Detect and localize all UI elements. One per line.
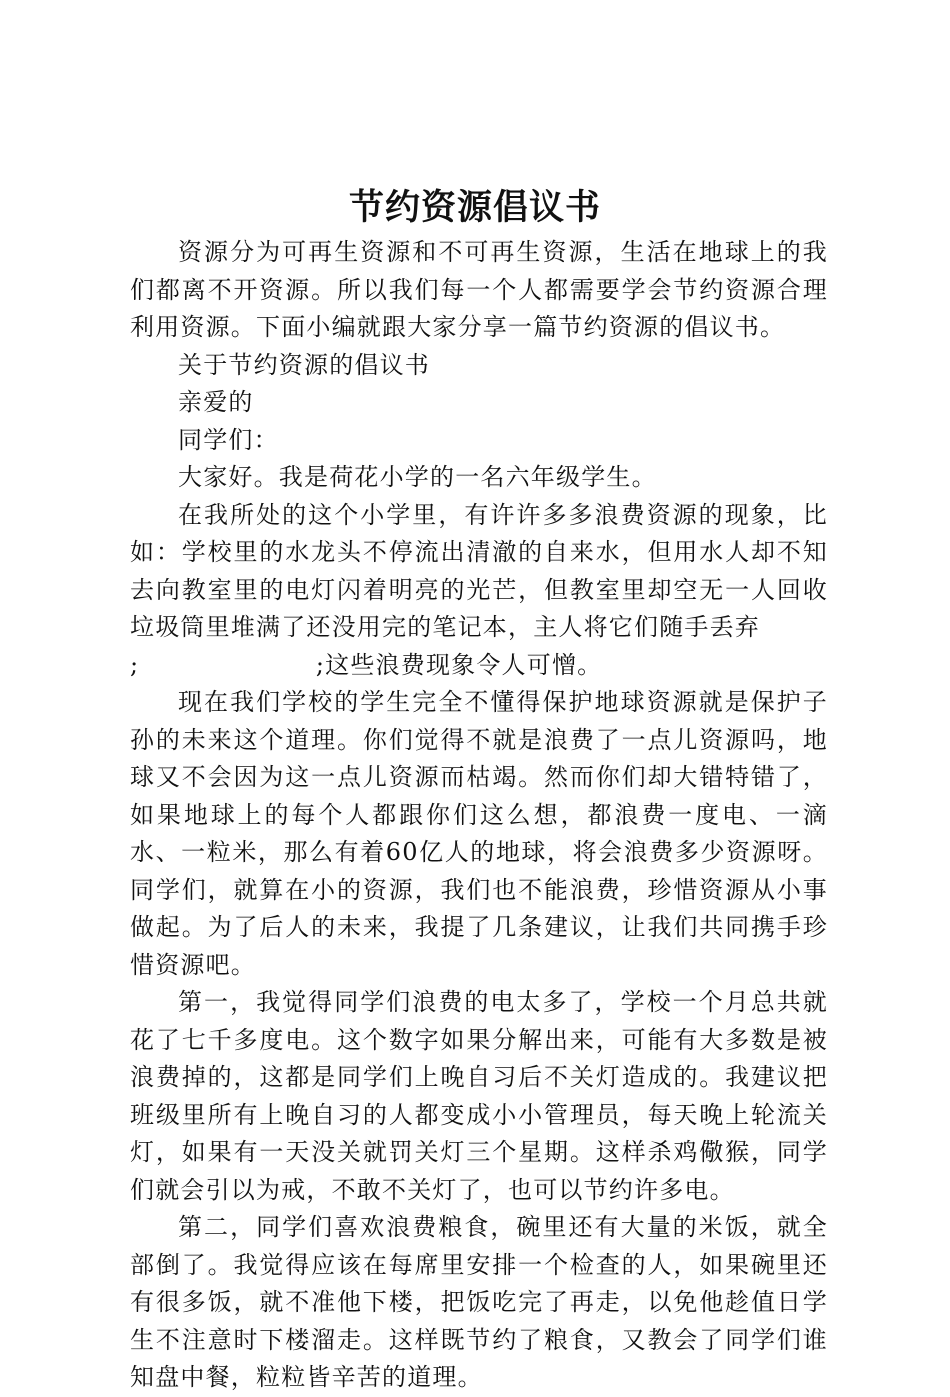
- salutation-line-2: 同学们：: [178, 425, 279, 454]
- intro-paragraph: 资源分为可再生资源和不可再生资源，生活在地球上的我们都离不开资源。所以我们每一个人都需要学会节约资源合理利用资源。下面小编就跟大家分享一篇节约资源的倡议书。: [130, 238, 828, 341]
- waste-paragraph-tail: ; ;这些浪费现象令人可憎。: [130, 650, 603, 679]
- second-suggestion-paragraph: 第二，同学们喜欢浪费粮食，碗里还有大量的米饭，就全部倒了。我觉得应该在每席里安排一个检查的人，如果碗里还有很多饭，就不准他下楼，把饭吃完了再走，以免他趁值日学生不注意时下楼溜走。这样既节约了粮食，又教会了同学们谁知盘中餐，粒粒皆辛苦的道理。: [130, 1213, 828, 1391]
- document-title: 节约资源倡议书: [348, 187, 601, 228]
- first-suggestion-paragraph: 第一，我觉得同学们浪费的电太多了，学校一个月总共就花了七千多度电。这个数字如果分解出来，可能有大多数是被浪费掉的，这都是同学们上晚自习后不关灯造成的。我建议把班级里所有上晚自习的人都变成小小管理员，每天晚上轮流关灯，如果有一天没关就罚关灯三个星期。这样杀鸡儆猴，同学们就会引以为戒，不敢不关灯了，也可以节约许多电。: [130, 988, 828, 1204]
- document-body: [130, 234, 828, 1397]
- protect-paragraph: 现在我们学校的学生完全不懂得保护地球资源就是保护子孙的未来这个道理。你们觉得不就是浪费了一点儿资源吗，地球又不会因为这一点儿资源而枯竭。然而你们却大错特错了，如果地球上的每个人都跟你们这么想，都浪费一度电、一滴水、一粒米，那么有着60亿人的地球，将会浪费多少资源呀。同学们，就算在小的资源，我们也不能浪费，珍惜资源从小事做起。为了后人的未来，我提了几条建议，让我们共同携手珍惜资源吧。: [130, 688, 828, 979]
- waste-paragraph: 在我所处的这个小学里，有许许多多浪费资源的现象，比如：学校里的水龙头不停流出清澈的自来水，但用水人却不知去向教室里的电灯闪着明亮的光芒，但教室里却空无一人回收垃圾筒里堆满了还没用完的笔记本，主人将它们随手丢弃: [130, 500, 828, 641]
- salutation-line-1: 亲爱的: [178, 388, 254, 416]
- greeting-line: 大家好。我是荷花小学的一名六年级学生。: [178, 463, 657, 491]
- subtitle-line: 关于节约资源的倡议书: [178, 350, 430, 379]
